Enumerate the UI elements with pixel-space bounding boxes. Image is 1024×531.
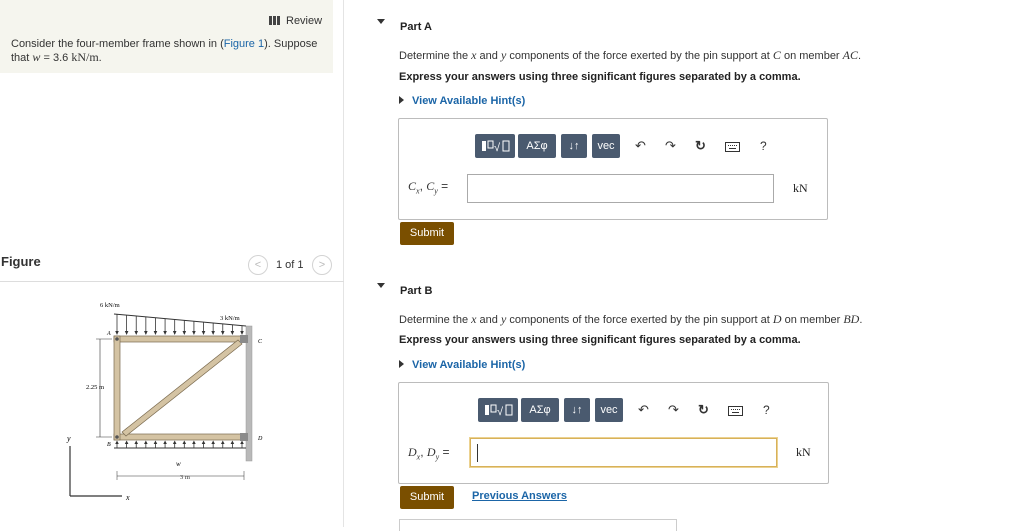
w-symbol: w <box>32 50 41 64</box>
keyboard-icon[interactable] <box>728 404 743 420</box>
collapse-triangle-icon <box>377 283 385 288</box>
member-bd <box>114 434 246 440</box>
y-axis-label: y <box>67 434 71 443</box>
point-a-label: A <box>107 331 111 337</box>
templates-button[interactable] <box>475 134 515 158</box>
member-ac <box>114 336 246 342</box>
redo-icon[interactable]: ↷ <box>668 402 679 417</box>
keyboard-icon[interactable] <box>725 140 740 156</box>
pin-a <box>115 337 119 341</box>
expand-arrow-icon <box>399 360 404 368</box>
problem-text-part: . <box>98 52 102 64</box>
templates-button[interactable] <box>478 398 518 422</box>
load-arrowhead <box>202 441 206 445</box>
part-a-variable-label: $C_x$, $C_y$ = <box>408 179 449 196</box>
expand-arrow-icon <box>399 96 404 104</box>
w-label: w <box>176 460 181 468</box>
pin-b <box>115 435 119 439</box>
point-c-label: C <box>258 339 263 345</box>
right-panel <box>372 0 1024 527</box>
load-arrowhead <box>192 331 196 335</box>
member-diagonal <box>122 340 242 436</box>
vec-button[interactable]: vec <box>592 134 620 158</box>
part-a-submit-button[interactable]: Submit <box>400 222 454 245</box>
undo-icon[interactable]: ↶ <box>635 138 646 153</box>
load-arrowhead <box>202 331 206 335</box>
review-link[interactable] <box>269 15 322 27</box>
load-arrowhead <box>192 441 196 445</box>
width-label: 3 m <box>180 474 190 481</box>
help-icon[interactable]: ? <box>763 403 770 417</box>
problem-statement <box>0 0 333 73</box>
figure-pager: 1 of 1 <box>276 259 304 271</box>
review-icon <box>269 16 281 25</box>
problem-text-part: = 3.6 <box>40 52 72 64</box>
vec-button[interactable]: vec <box>595 398 623 422</box>
load-arrowhead <box>231 441 235 445</box>
height-label: 2.25 m <box>86 384 105 391</box>
undo-icon[interactable]: ↶ <box>638 402 649 417</box>
load-arrowhead <box>173 441 177 445</box>
greek-button[interactable]: ΑΣφ <box>521 398 559 422</box>
load-arrowhead <box>211 331 215 335</box>
load-arrowhead <box>183 441 187 445</box>
figure-link[interactable]: Figure 1 <box>223 38 265 50</box>
next-section-box <box>399 519 677 531</box>
part-b-instructions: Express your answers using three significant figures separated by a comma. <box>399 334 801 346</box>
review-label: Review <box>286 15 323 27</box>
part-b-unit: kN <box>796 445 811 459</box>
load-arrowhead <box>163 441 167 445</box>
load-left-label: 6 kN/m <box>100 302 120 309</box>
frame-figure <box>60 296 290 511</box>
point-b-label: B <box>107 442 111 448</box>
load-arrowhead <box>240 331 244 335</box>
part-a-hint-link[interactable]: View Available Hint(s) <box>399 95 525 107</box>
load-arrowhead <box>115 331 119 335</box>
load-arrowhead <box>134 441 138 445</box>
reset-icon[interactable]: ↻ <box>698 402 709 417</box>
load-arrowhead <box>240 441 244 445</box>
load-arrowhead <box>115 441 119 445</box>
part-b-answer-input[interactable] <box>470 438 777 467</box>
load-arrowhead <box>163 331 167 335</box>
left-panel <box>0 0 344 527</box>
svg-text:√: √ <box>494 142 501 154</box>
templates-icon <box>475 134 515 158</box>
sort-button[interactable]: ↓↑ <box>564 398 590 422</box>
svg-text:√: √ <box>497 406 504 418</box>
part-b-answer-box <box>398 382 829 484</box>
part-b-variable-label: $D_x$, $D_y$ = <box>408 445 450 462</box>
reset-icon[interactable]: ↻ <box>695 138 706 153</box>
pin-c <box>240 335 248 343</box>
templates-icon <box>478 398 518 422</box>
bottom-load-arrows <box>115 441 244 449</box>
member-ab <box>114 336 120 440</box>
load-arrowhead <box>231 331 235 335</box>
help-icon[interactable]: ? <box>760 139 767 153</box>
load-arrowhead <box>183 331 187 335</box>
part-a-title: Part A <box>400 21 432 33</box>
problem-text <box>11 38 326 65</box>
part-a-unit: kN <box>793 181 808 195</box>
collapse-triangle-icon <box>377 19 385 24</box>
load-arrowhead <box>154 331 158 335</box>
load-arrowhead <box>211 441 215 445</box>
load-arrowhead <box>221 441 225 445</box>
sort-button[interactable]: ↓↑ <box>561 134 587 158</box>
load-arrowhead <box>154 441 158 445</box>
part-b-question: Determine the x and y components of the force exerted by the pin support at D on member BD. <box>399 312 863 326</box>
part-a-answer-input[interactable] <box>467 174 774 203</box>
part-a-header[interactable] <box>372 6 1024 38</box>
part-b-header[interactable] <box>372 270 1024 302</box>
load-arrowhead <box>134 331 138 335</box>
figure-prev-button[interactable]: < <box>248 255 268 275</box>
part-b-submit-button[interactable]: Submit <box>400 486 454 509</box>
load-arrowhead <box>173 331 177 335</box>
previous-answers-link[interactable]: Previous Answers <box>472 490 567 502</box>
figure-heading: Figure <box>1 254 41 269</box>
load-unit: kN/m <box>71 50 99 64</box>
redo-icon[interactable]: ↷ <box>665 138 676 153</box>
figure-next-button[interactable]: > <box>312 255 332 275</box>
load-arrowhead <box>125 331 129 335</box>
part-b-title: Part B <box>400 285 433 297</box>
part-b-hint-link[interactable]: View Available Hint(s) <box>399 359 525 371</box>
part-a-answer-box <box>398 118 828 220</box>
problem-text-part: that <box>11 52 33 64</box>
load-arrowhead <box>125 441 129 445</box>
part-a-question: Determine the x and y components of the force exerted by the pin support at C on member AC. <box>399 48 862 62</box>
point-d-label: D <box>258 436 263 442</box>
pin-d <box>240 433 248 441</box>
greek-button[interactable]: ΑΣφ <box>518 134 556 158</box>
problem-text-part: Consider the four-member frame shown in ( <box>11 38 224 50</box>
load-arrowhead <box>221 331 225 335</box>
problem-text-part: ). Suppose <box>264 38 318 50</box>
figure-divider <box>0 281 344 282</box>
load-right-label: 3 kN/m <box>220 315 240 322</box>
load-arrowhead <box>144 331 148 335</box>
x-axis-label: x <box>126 493 130 502</box>
part-a-instructions: Express your answers using three significant figures separated by a comma. <box>399 71 801 83</box>
load-arrowhead <box>144 441 148 445</box>
text-caret <box>477 444 478 462</box>
